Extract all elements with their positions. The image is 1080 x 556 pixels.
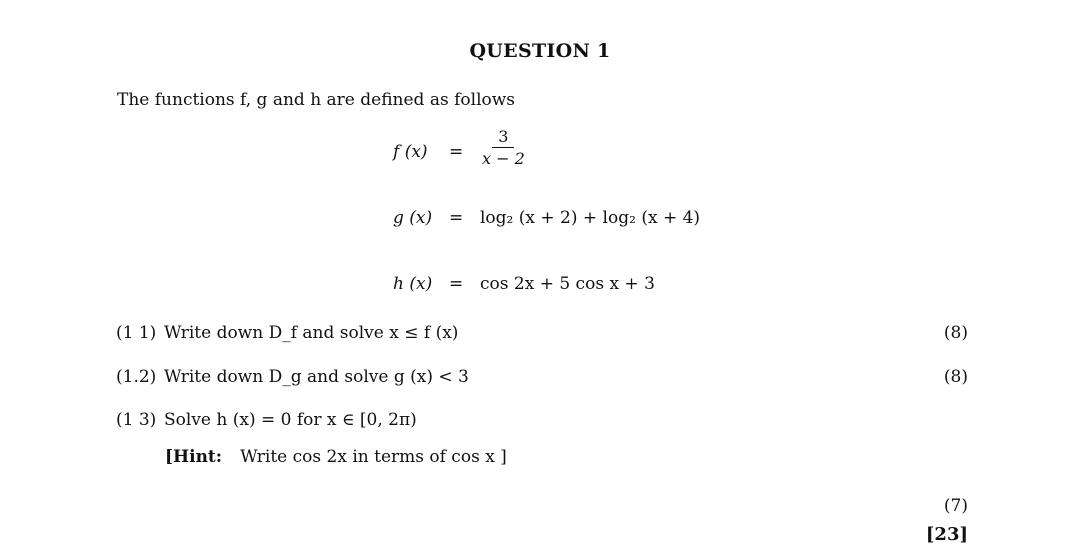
- item-text: Write down D_f and solve x ≤ f (x): [164, 323, 459, 343]
- f-numerator: 3: [492, 127, 514, 148]
- f-lhs: f (x): [393, 142, 428, 162]
- item-1-3: [116, 410, 417, 430]
- item-1-1-marks: (8): [943, 323, 968, 343]
- item-1-3-marks: (7): [943, 496, 968, 516]
- g-lhs: g (x): [393, 208, 433, 228]
- f-fraction: [480, 127, 527, 168]
- item-1-2: [116, 367, 469, 387]
- item-number: (1.2): [116, 367, 157, 387]
- hint-text: Write cos 2x in terms of cos x ]: [240, 447, 507, 467]
- intro-text: The functions f, g and h are defined as follows: [117, 90, 516, 110]
- h-equals: =: [449, 274, 464, 294]
- item-text: Write down D_g and solve g (x) < 3: [164, 367, 469, 387]
- hint: [165, 447, 507, 467]
- item-1-2-marks: (8): [943, 367, 968, 387]
- h-lhs: h (x): [393, 274, 433, 294]
- item-number: (1 1): [116, 323, 157, 343]
- item-text: Solve h (x) = 0 for x ∈ [0, 2π): [164, 410, 417, 430]
- g-equals: =: [449, 208, 464, 228]
- hint-label: [Hint:: [165, 447, 223, 467]
- f-rhs: [480, 127, 527, 168]
- f-equals: =: [449, 142, 464, 162]
- h-rhs: cos 2x + 5 cos x + 3: [480, 274, 655, 294]
- question-title: QUESTION 1: [469, 40, 611, 62]
- total-marks: [23]: [925, 524, 968, 545]
- item-number: (1 3): [116, 410, 157, 430]
- f-denominator: x − 2: [482, 149, 525, 168]
- item-1-1: [116, 323, 458, 343]
- g-rhs: log₂ (x + 2) + log₂ (x + 4): [480, 208, 701, 228]
